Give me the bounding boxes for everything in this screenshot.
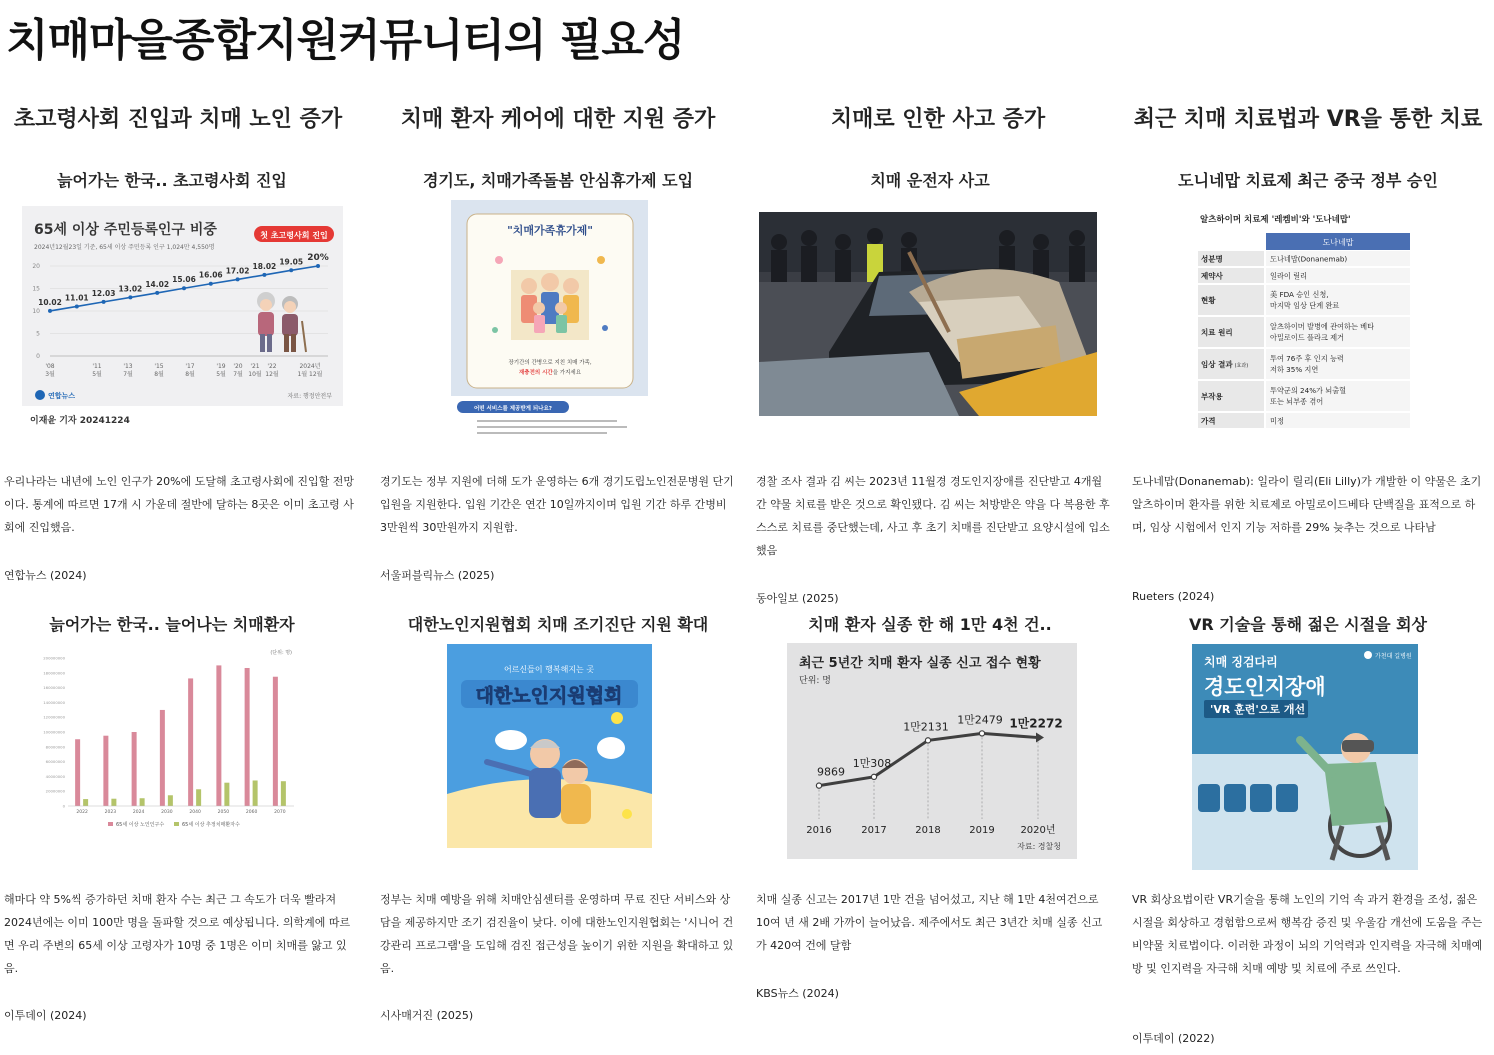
table-row-key: 임상 결과 (효과) — [1201, 360, 1249, 369]
x-tick-label: 2024년 1월 12월 — [297, 363, 323, 378]
y-axis — [32, 263, 40, 360]
table-row-key: 가격 — [1201, 416, 1216, 426]
association-poster — [447, 644, 652, 848]
card-text: 경기도는 정부 지원에 더해 도가 운영하는 6개 경기도립노인전문병원 단기 입원을 지원한다. 입원 기간은 연간 10일까지이며 입원 기간 하루 간병비 3만원씩 30만원까지 지원함. — [380, 475, 734, 534]
association-tagline: 어르신들이 행복해지는 곳 — [503, 665, 595, 674]
table-row-value: 일라이 릴리 — [1270, 271, 1308, 281]
bar-dementia — [168, 795, 173, 806]
x-tick-label: '08 3월 — [45, 363, 55, 378]
missing-reports-chart — [787, 643, 1077, 859]
data-label: 19.05 — [279, 257, 304, 267]
data-point — [182, 286, 186, 290]
x-tick-label: '11 5월 — [92, 363, 102, 378]
service-banner-label: 어떤 서비스를 제공받게 되나요? — [473, 406, 553, 412]
bar-dementia — [140, 798, 145, 806]
card-title: 치매 환자 실종 한 해 1만 4천 건.. — [808, 615, 1052, 634]
card-source: 이투데이 (2024) — [4, 1009, 87, 1022]
card-title: 늙어가는 한국.. 초고령사회 진입 — [57, 171, 287, 190]
card-title: 대한노인지원협회 치매 조기진단 지원 확대 — [407, 615, 709, 634]
association-name: 대한노인지원협회 — [475, 685, 623, 707]
table-row-value: 투약군의 24%가 뇌출혈 또는 뇌부종 겪어 — [1270, 386, 1347, 406]
chart-credit: 자료: 경찰청 — [1017, 842, 1061, 851]
data-label: 9869 — [817, 765, 845, 779]
card-text: 치매 실종 신고는 2017년 1만 건을 넘어섰고, 지난 해 1만 4천여건으로 10여 년 새 2배 가까이 늘어났음. 제주에서도 최근 3년간 치매 실종 신고가 420여 건에 달함 — [756, 893, 1103, 952]
poster-headline: "치매가족휴가제" — [507, 224, 593, 237]
respite-poster — [451, 200, 648, 451]
data-point — [262, 273, 266, 277]
data-point — [155, 291, 159, 295]
card-text: VR 회상요법이란 VR기술을 통해 노인의 기억 속 과거 환경을 조성, 젊은 시절을 회상하고 경험함으로써 행복감 증진 및 우울감 개선에 도움을 주는 비약물 치료법이다. 이러한 과정이 뇌의 기억력과 인지력을 자극해 치매예방 및 인지력을 자극해 치매 예방 및 치료에 주로 쓰인다. — [1132, 893, 1483, 975]
accident-photo — [759, 212, 1097, 416]
card-source: 이투데이 (2022) — [1132, 1032, 1215, 1045]
y-tick-label: 40000000 — [45, 773, 65, 779]
x-tick-label: '19 5월 — [216, 363, 226, 378]
data-label: 1만308 — [852, 756, 892, 770]
table-row-key: 현황 — [1201, 296, 1216, 305]
x-tick-label: 2060 — [245, 810, 258, 815]
bar-population — [273, 677, 278, 806]
bar-dementia — [253, 780, 258, 806]
yonhap-logo-icon — [35, 390, 45, 400]
table-rows — [1198, 251, 1410, 428]
card-title: 늙어가는 한국.. 늘어나는 치매환자 — [49, 615, 295, 634]
x-tick-label: '21 10월 — [248, 363, 262, 378]
caption-highlight: 재충전의 시간 — [518, 370, 553, 376]
vr-headset-icon — [1342, 740, 1374, 752]
vr-therapy-poster — [1192, 644, 1418, 870]
bar-population — [103, 736, 108, 806]
bar-population — [75, 739, 80, 806]
aging-line-chart-svg — [22, 206, 343, 406]
bars — [75, 665, 286, 806]
data-labels — [817, 712, 1063, 778]
data-label: 14.02 — [145, 279, 170, 289]
x-tick-label: '22 12월 — [265, 363, 279, 378]
table-row-value: 도나네맙(Donanemab) — [1270, 254, 1348, 264]
legend-swatch-dementia — [174, 822, 179, 826]
card-title: 도니네맙 치료제 최근 중국 정부 승인 — [1178, 171, 1438, 190]
data-point — [925, 738, 930, 743]
y-tick-label: 160000000 — [43, 685, 65, 691]
card-text: 경찰 조사 결과 김 씨는 2023년 11월경 경도인지장애를 진단받고 4개월간 약물 치료를 받은 것으로 확인됐다. 김 씨는 처방받은 약을 다 복용한 후 스스로 치료를 중단했는데, 사고 후 초기 치매를 진단받고 요양시설에 입소했음 — [756, 475, 1110, 557]
table-row-key: 성분명 — [1201, 254, 1223, 264]
x-tick-label: 2024 — [132, 810, 145, 815]
chart-credit: 자료: 행정안전부 — [287, 393, 332, 400]
x-tick-label: 2030 — [161, 810, 173, 815]
bar-population — [160, 710, 165, 806]
chart-title: 65세 이상 주민등록인구 비중 — [34, 222, 217, 238]
column-care-support — [376, 0, 748, 1055]
card-title: VR 기술을 통해 젊은 시절을 회상 — [1188, 615, 1428, 634]
y-tick-label: 60000000 — [45, 759, 65, 765]
y-tick-label: 200000000 — [43, 655, 65, 661]
table-title: 알츠하이머 치료제 '레켐비'와 '도나네맙' — [1200, 215, 1351, 225]
column-heading: 치매 환자 케어에 대한 지원 증가 — [400, 107, 716, 132]
y-tick-label: 5 — [36, 330, 40, 338]
card-source: 시사매거진 (2025) — [380, 1009, 474, 1022]
x-tick-label: 2023 — [104, 810, 117, 815]
drop-lines — [819, 733, 1038, 819]
poster-caption: 장기간의 간병으로 지친 치매 가족, — [508, 360, 592, 366]
y-tick-label: 0 — [36, 353, 40, 360]
card-source: Rueters (2024) — [1132, 590, 1215, 603]
y-tick-label: 140000000 — [43, 699, 65, 705]
logo-label: 연합뉴스 — [48, 392, 76, 400]
data-label: 18.02 — [252, 261, 277, 271]
data-label: 12.03 — [91, 288, 116, 298]
x-tick-label: 2019 — [969, 825, 995, 836]
x-tick-label: 2020년 — [1020, 825, 1056, 836]
association-poster-svg — [447, 644, 652, 848]
poster-caption-line2 — [519, 368, 582, 376]
column-aging — [0, 0, 372, 1055]
x-axis — [45, 356, 328, 378]
bar-dementia — [281, 781, 286, 806]
x-tick-label: 2070 — [274, 810, 286, 815]
card-text: 해마다 약 5%씩 증가하던 치매 환자 수는 최근 그 속도가 더욱 빨라져 2024년에는 이미 100만 명을 돌파할 것으로 예상됩니다. 의학계에 따르면 우리 주변의 65세 이상 고령자가 10명 중 1명은 이미 치매를 앓고 있음. — [4, 893, 351, 975]
table-row-key: 부작용 — [1201, 392, 1223, 401]
drug-table-svg — [1198, 206, 1416, 438]
y-tick-label: 20000000 — [45, 788, 65, 794]
series-line — [816, 731, 1044, 788]
y-tick-label: 15 — [32, 285, 40, 293]
x-tick-label: '15 8월 — [154, 363, 164, 378]
y-axis — [43, 656, 65, 809]
legend-label-population: 65세 이상 노인인구수 — [116, 822, 165, 828]
x-axis — [806, 823, 1055, 836]
bar-population — [132, 732, 137, 806]
table-row-value: 미정 — [1270, 416, 1284, 426]
data-label: 10.02 — [38, 297, 62, 307]
table-row-value: 투여 76주 후 인지 능력 저하 35% 지연 — [1270, 354, 1344, 374]
accident-photo-svg — [759, 212, 1097, 416]
data-label: 13.02 — [118, 284, 143, 294]
aging-population-chart — [22, 206, 343, 406]
bar-dementia — [196, 789, 201, 806]
data-label: 20% — [307, 253, 329, 263]
x-tick-label: 2022 — [76, 810, 88, 815]
x-tick-label: 2050 — [217, 810, 230, 815]
column-heading: 최근 치매 치료법과 VR을 통한 치료 — [1133, 107, 1483, 132]
card-text: 우리나라는 내년에 노인 인구가 20%에 도달해 초고령사회에 진입할 전망이다. 통계에 따르면 17개 시 가운데 절반에 달하는 8곳은 이미 초고령 사회에 진입했음. — [4, 475, 354, 534]
poster-headline: 경도인지장애 — [1204, 675, 1326, 699]
vr-poster-svg — [1192, 644, 1418, 870]
card-source: 서울퍼블릭뉴스 (2025) — [380, 569, 495, 582]
y-tick-label: 0 — [62, 803, 65, 809]
data-label: 1만2479 — [957, 713, 1003, 727]
poster-kicker: 치매 징검다리 — [1204, 655, 1278, 669]
data-point — [816, 783, 821, 788]
data-label: 17.02 — [225, 266, 250, 276]
data-label: 1만2131 — [903, 720, 949, 734]
figure-author: 이재윤 기자 20241224 — [30, 416, 130, 426]
respite-poster-svg — [451, 200, 648, 451]
column-treatment — [1128, 0, 1494, 1055]
x-tick-label: '17 8월 — [185, 363, 195, 378]
table-column-header: 도나네맙 — [1322, 238, 1354, 247]
elderly-couple-illustration — [257, 292, 306, 352]
donanemab-table — [1198, 206, 1416, 438]
x-tick-label: '20 7월 — [233, 363, 243, 378]
data-point — [75, 304, 79, 308]
data-point — [236, 277, 240, 281]
arrow-head-icon — [1036, 733, 1044, 743]
x-tick-label: 2017 — [861, 825, 887, 836]
chart-unit: 단위: 명 — [799, 676, 831, 686]
data-label: 16.06 — [198, 270, 223, 280]
dementia-projection-chart — [32, 642, 300, 832]
y-tick-label: 180000000 — [43, 670, 65, 676]
x-tick-label: 2016 — [806, 825, 832, 836]
bar-population — [216, 665, 221, 806]
table-row-key: 치료 원리 — [1201, 328, 1233, 337]
table-row-key: 제약사 — [1201, 271, 1223, 281]
card-source: 연합뉴스 (2024) — [4, 569, 87, 582]
y-tick-label: 20 — [32, 263, 40, 270]
data-point — [871, 774, 876, 779]
data-point — [316, 264, 320, 268]
card-source: KBS뉴스 (2024) — [756, 987, 839, 1000]
data-point — [979, 731, 984, 736]
y-tick-label: 120000000 — [43, 714, 65, 720]
x-tick-label: 2040 — [189, 810, 201, 815]
caption-end: 을 가지세요 — [552, 370, 582, 376]
data-label: 1만2272 — [1009, 716, 1063, 731]
table-row-value: 알츠하이머 발병에 관여하는 베타 아밀로이드 플라크 제거 — [1270, 322, 1375, 342]
hospital-logo-label: 가천대 길병원 — [1375, 653, 1412, 660]
chart-unit: (단위: 명) — [270, 650, 292, 656]
bar-dementia — [224, 783, 229, 806]
chart-subtitle: 2024년12월23일 기준, 65세 이상 주민등록 인구 1,024만 4,550명 — [34, 244, 215, 251]
data-point — [128, 295, 132, 299]
y-tick-label: 80000000 — [45, 744, 65, 750]
data-label: 15.06 — [172, 275, 196, 285]
badge-label: 첫 초고령사회 진입 — [260, 231, 328, 240]
data-point — [209, 282, 213, 286]
data-point — [289, 268, 293, 272]
x-tick-label: '13 7월 — [123, 363, 133, 378]
data-label: 11.01 — [64, 293, 89, 303]
column-heading: 치매로 인한 사고 증가 — [830, 107, 1046, 132]
legend-label-dementia: 65세 이상 추정치매환자수 — [182, 822, 240, 828]
y-tick-label: 100000000 — [43, 729, 65, 735]
bar-population — [245, 668, 250, 806]
hospital-logo-icon — [1364, 651, 1372, 659]
projection-bar-chart-svg — [32, 642, 300, 832]
table-row-value-bg — [1266, 413, 1410, 428]
poster-sub: 'VR 훈련'으로 개선 — [1210, 703, 1306, 716]
table-row-value: 美 FDA 승인 신청, 마지막 임상 단계 완료 — [1270, 290, 1340, 310]
data-point — [48, 309, 52, 313]
card-title: 경기도, 치매가족돌봄 안심휴가제 도입 — [422, 171, 694, 190]
data-point — [102, 300, 106, 304]
column-accidents — [752, 0, 1124, 1055]
card-title: 치매 운전자 사고 — [870, 171, 990, 190]
legend-swatch-population — [108, 822, 113, 826]
x-tick-label: 2018 — [915, 825, 941, 836]
y-tick-label: 10 — [32, 308, 40, 315]
bar-population — [188, 678, 193, 806]
card-source: 동아일보 (2025) — [756, 592, 839, 605]
missing-line-chart-svg — [787, 643, 1077, 859]
page-title: 치매마을종합지원커뮤니티의 필요성 — [6, 15, 685, 66]
card-text: 정부는 치매 예방을 위해 치매안심센터를 운영하며 무료 진단 서비스와 상담을 제공하지만 조기 검진율이 낮다. 이에 대한노인지원협회는 '시니어 건강관리 프로그램'을 도입해 검진 접근성을 높이기 위한 지원을 확대하고 있음. — [380, 893, 734, 975]
bar-dementia — [111, 799, 116, 806]
card-text: 도나네맙(Donanemab): 일라이 릴리(Eli Lilly)가 개발한 이 약물은 초기 알츠하이머 환자를 위한 치료제로 아밀로이드베타 단백질을 표적으로 하며, 임상 시험에서 인지 기능 저하를 29% 늦추는 것으로 나타남 — [1132, 475, 1482, 534]
column-heading: 초고령사회 진입과 치매 노인 증가 — [13, 107, 343, 132]
bar-dementia — [83, 799, 88, 806]
x-axis — [68, 806, 294, 815]
chart-title: 최근 5년간 치매 환자 실종 신고 접수 현황 — [799, 656, 1041, 671]
